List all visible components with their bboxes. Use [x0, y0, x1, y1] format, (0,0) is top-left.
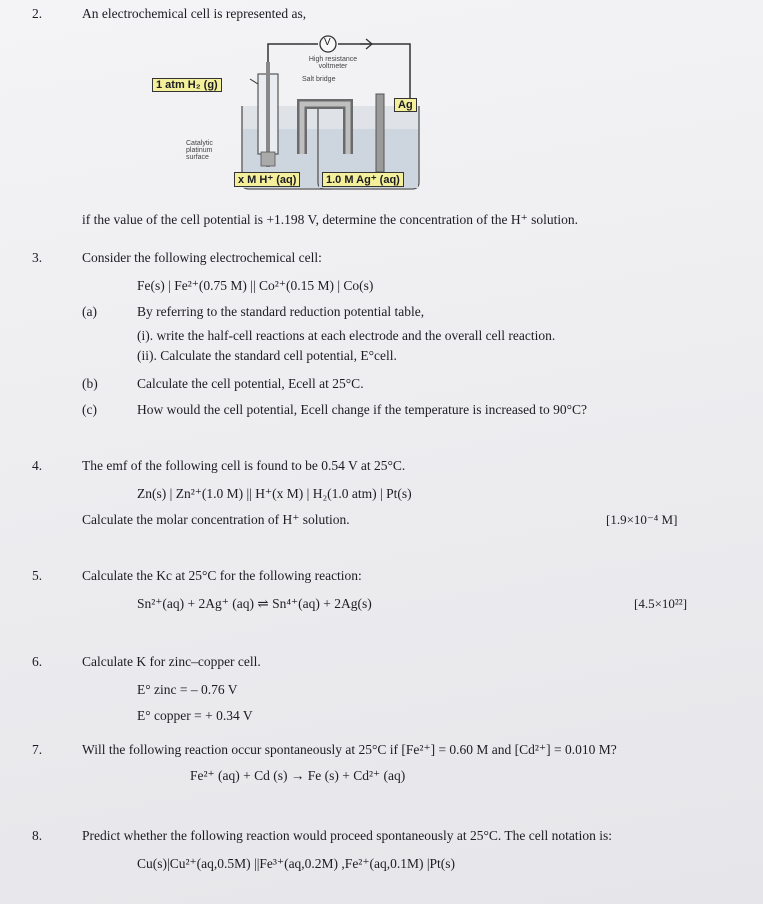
q4-question: Calculate the molar concentration of H⁺ solution. [82, 512, 350, 527]
platinum-electrode [261, 152, 275, 166]
salt-bridge-label: Salt bridge [302, 76, 336, 83]
platinum-wire [266, 62, 270, 167]
right-wire [338, 44, 410, 104]
q7-stem: Will the following reaction occur spontaneously at 25°C if [Fe²⁺] = 0.60 M and [Cd²⁺] = 0.010 M? [82, 742, 617, 757]
voltmeter-letter: V [324, 37, 331, 48]
q8-stem: Predict whether the following reaction would proceed spontaneously at 25°C. The cell notation is: [82, 828, 613, 843]
q3a-ii: (ii). Calculate the standard cell potential, E°cell. [137, 348, 397, 363]
electrochemical-cell-diagram [150, 34, 440, 194]
left-solution-label: x M H⁺ (aq) [234, 172, 300, 187]
catalytic-label: Catalytic platinum surface [186, 140, 213, 161]
q2-question: if the value of the cell potential is +1.198 V, determine the concentration of the H⁺ solution. [82, 212, 578, 227]
ag-label: Ag [394, 98, 417, 112]
q3c-text: How would the cell potential, Ecell change if the temperature is increased to 90°C? [137, 402, 587, 417]
q6-number: 6. [32, 654, 43, 669]
right-solution-label: 1.0 M Ag⁺ (aq) [322, 172, 404, 187]
q4-number: 4. [32, 458, 43, 473]
q3-cell-notation: Fe(s) | Fe²⁺(0.75 M) || Co²⁺(0.15 M) | Co(s) [137, 278, 374, 293]
q5-stem: Calculate the Kc at 25°C for the following reaction: [82, 568, 362, 583]
q4-answer: [1.9×10⁻⁴ M] [606, 512, 678, 527]
q5-answer: [4.5×10²²] [634, 596, 688, 611]
cell-diagram-svg [150, 34, 440, 194]
q2-number: 2. [32, 6, 43, 21]
q3-stem: Consider the following electrochemical cell: [82, 250, 322, 265]
q6-stem: Calculate K for zinc–copper cell. [82, 654, 261, 669]
h2-inlet [250, 79, 258, 84]
q7-reaction: Fe²⁺ (aq) + Cd (s) → Fe (s) + Cd²⁺ (aq) [190, 768, 406, 783]
q4-stem: The emf of the following cell is found to be 0.54 V at 25°C. [82, 458, 406, 473]
voltmeter-caption: High resistance voltmeter [308, 56, 358, 70]
q3a-text: By referring to the standard reduction potential table, [137, 304, 425, 319]
q3b-label: (b) [82, 376, 98, 391]
q5-number: 5. [32, 568, 43, 583]
q3c-label: (c) [82, 402, 97, 417]
q8-cell-notation: Cu(s)|Cu²⁺(aq,0.5M) ||Fe³⁺(aq,0.2M) ,Fe²⁺(aq,0.1M) |Pt(s) [137, 856, 456, 871]
silver-electrode [376, 94, 384, 172]
q8-number: 8. [32, 828, 43, 843]
h2-label: 1 atm H₂ (g) [152, 78, 222, 92]
q6-e-copper: E° copper = + 0.34 V [137, 708, 253, 723]
q6-e-zinc: E° zinc = – 0.76 V [137, 682, 238, 697]
q5-reaction: Sn²⁺(aq) + 2Ag⁺ (aq) ⇌ Sn⁴⁺(aq) + 2Ag(s) [137, 596, 372, 611]
q7-number: 7. [32, 742, 43, 757]
q3a-i: (i). write the half-cell reactions at each electrode and the overall cell reaction. [137, 328, 556, 343]
q3a-label: (a) [82, 304, 97, 319]
q3-number: 3. [32, 250, 43, 265]
q3b-text: Calculate the cell potential, Ecell at 25°C. [137, 376, 364, 391]
electron-arrow-icon [360, 39, 372, 49]
q2-stem: An electrochemical cell is represented as, [82, 6, 307, 21]
q4-cell-notation: Zn(s) | Zn²⁺(1.0 M) || H⁺(x M) | H₂(1.0 atm) | Pt(s) [137, 486, 412, 501]
